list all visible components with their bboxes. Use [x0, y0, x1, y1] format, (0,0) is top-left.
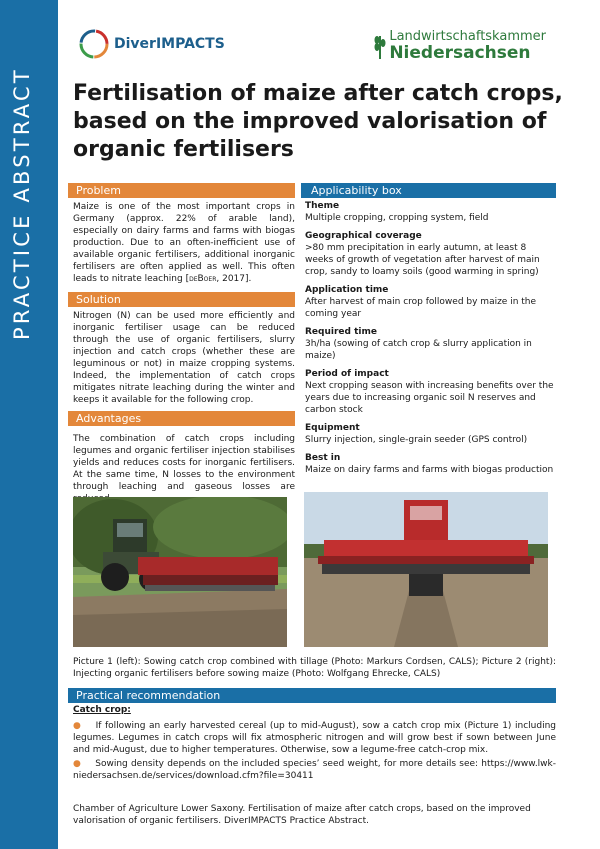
app-item: Theme Multiple cropping, cropping system, field [305, 201, 489, 223]
app-item: Best in Maize on dairy farms and farms with biogas production [305, 453, 554, 475]
lwk-line2: Niedersachsen [389, 43, 531, 64]
diverimpacts-logo [78, 28, 225, 60]
recommendation-bullet: ● If following an early harvested cereal (up to mid-August), sow a catch crop mix (Picture 1) including legumes. Legumes in catch crops will fix atmospheric nitrogen and will grow best if sown between June and mid-August, due to higher temperatures. Otherwise, sow a legume-free catch-crop mix. [73, 721, 556, 755]
catch-crop-subheading: Catch crop: [73, 705, 131, 715]
bullet-icon: ● [73, 759, 82, 769]
photo-caption: Picture 1 (left): Sowing catch crop combined with tillage (Photo: Markurs Cordsen, CALS); Picture 2 (right): Injecting organic fertilisers before sowing maize (Photo: Wolfgang Ehrecke, CALS) [73, 657, 556, 679]
app-item: Application time After harvest of main crop followed by maize in the coming year [305, 285, 537, 319]
applicability-box [305, 200, 555, 482]
wheat-icon [373, 32, 387, 60]
advantages-text: The combination of catch crops including legumes and organic fertiliser injection stabilises yields and reduces costs for inorganic fertilisers. At the same time, N losses to the environment through leaching and gaseous losses are [73, 434, 295, 492]
solution-heading: Solution [68, 292, 295, 307]
recommendation-bullet: ● Sowing density depends on the included species’ seed weight, for more details see: https://www.lwk-niedersachsen.de/services/download.cfm?file=30411 [73, 759, 556, 781]
applicability-heading: Applicability box [301, 183, 556, 198]
photo-slurry-injection [304, 492, 548, 647]
page-title: Fertilisation of maize after catch crops, based on the improved valorisation of organic fertilisers [73, 81, 563, 162]
practical-heading: Practical recommendation [68, 688, 556, 703]
app-item: Equipment Slurry injection, single-grain seeder (GPS control) [305, 423, 528, 445]
footer-citation: Chamber of Agriculture Lower Saxony. Fertilisation of maize after catch crops, based on the improved valorisation of organic fertilisers. DiverIMPACTS Practice Abstract. [73, 804, 531, 826]
app-item: Geographical coverage >80 mm precipitation in early autumn, at least 8 weeks of growth of vegetation after harvest of main crop, sandy to loamy soils (good warming in spring) [305, 231, 540, 277]
photo-catch-crop-tillage [73, 497, 287, 647]
side-band [0, 0, 58, 849]
app-item: Required time 3h/ha (sowing of catch crop & slurry application in maize) [305, 327, 532, 361]
problem-text: Maize is one of the most important crops in Germany (approx. 22% of arable land), especially on dairy farms and farms with biogas production. Due to an often-inefficient use of available organic fertilisers, additional inorganic fertilisers are often applied as well. This often leads to nitrate leaching [deBoer, 2017]. [73, 202, 295, 284]
practice-abstract-label: PRACTICE ABSTRACT [10, 67, 34, 340]
bullet-icon: ● [73, 721, 82, 731]
solution-text: Nitrogen (N) can be used more efficiently and inorganic fertiliser usage can be reduced through the use of organic fertilisers, slurry injection and catch crops (whether these are leguminous or not) in maize cropping systems. Indeed, the implementation of catch crops mitigates nitrate leaching during the winter and keeps it available for the following crop. [73, 311, 295, 405]
lwk-line1: Landwirtschaftskammer [389, 29, 546, 44]
diverimpacts-ring-icon [78, 28, 110, 60]
diverimpacts-wordmark: DiverIMPACTS [114, 36, 225, 52]
app-item: Period of impact Next cropping season with increasing benefits over the years due to increasing organic soil N reserves and carbon stock [305, 369, 554, 415]
problem-heading: Problem [68, 183, 295, 198]
advantages-heading: Advantages [68, 411, 295, 426]
lwk-logo [373, 30, 546, 63]
